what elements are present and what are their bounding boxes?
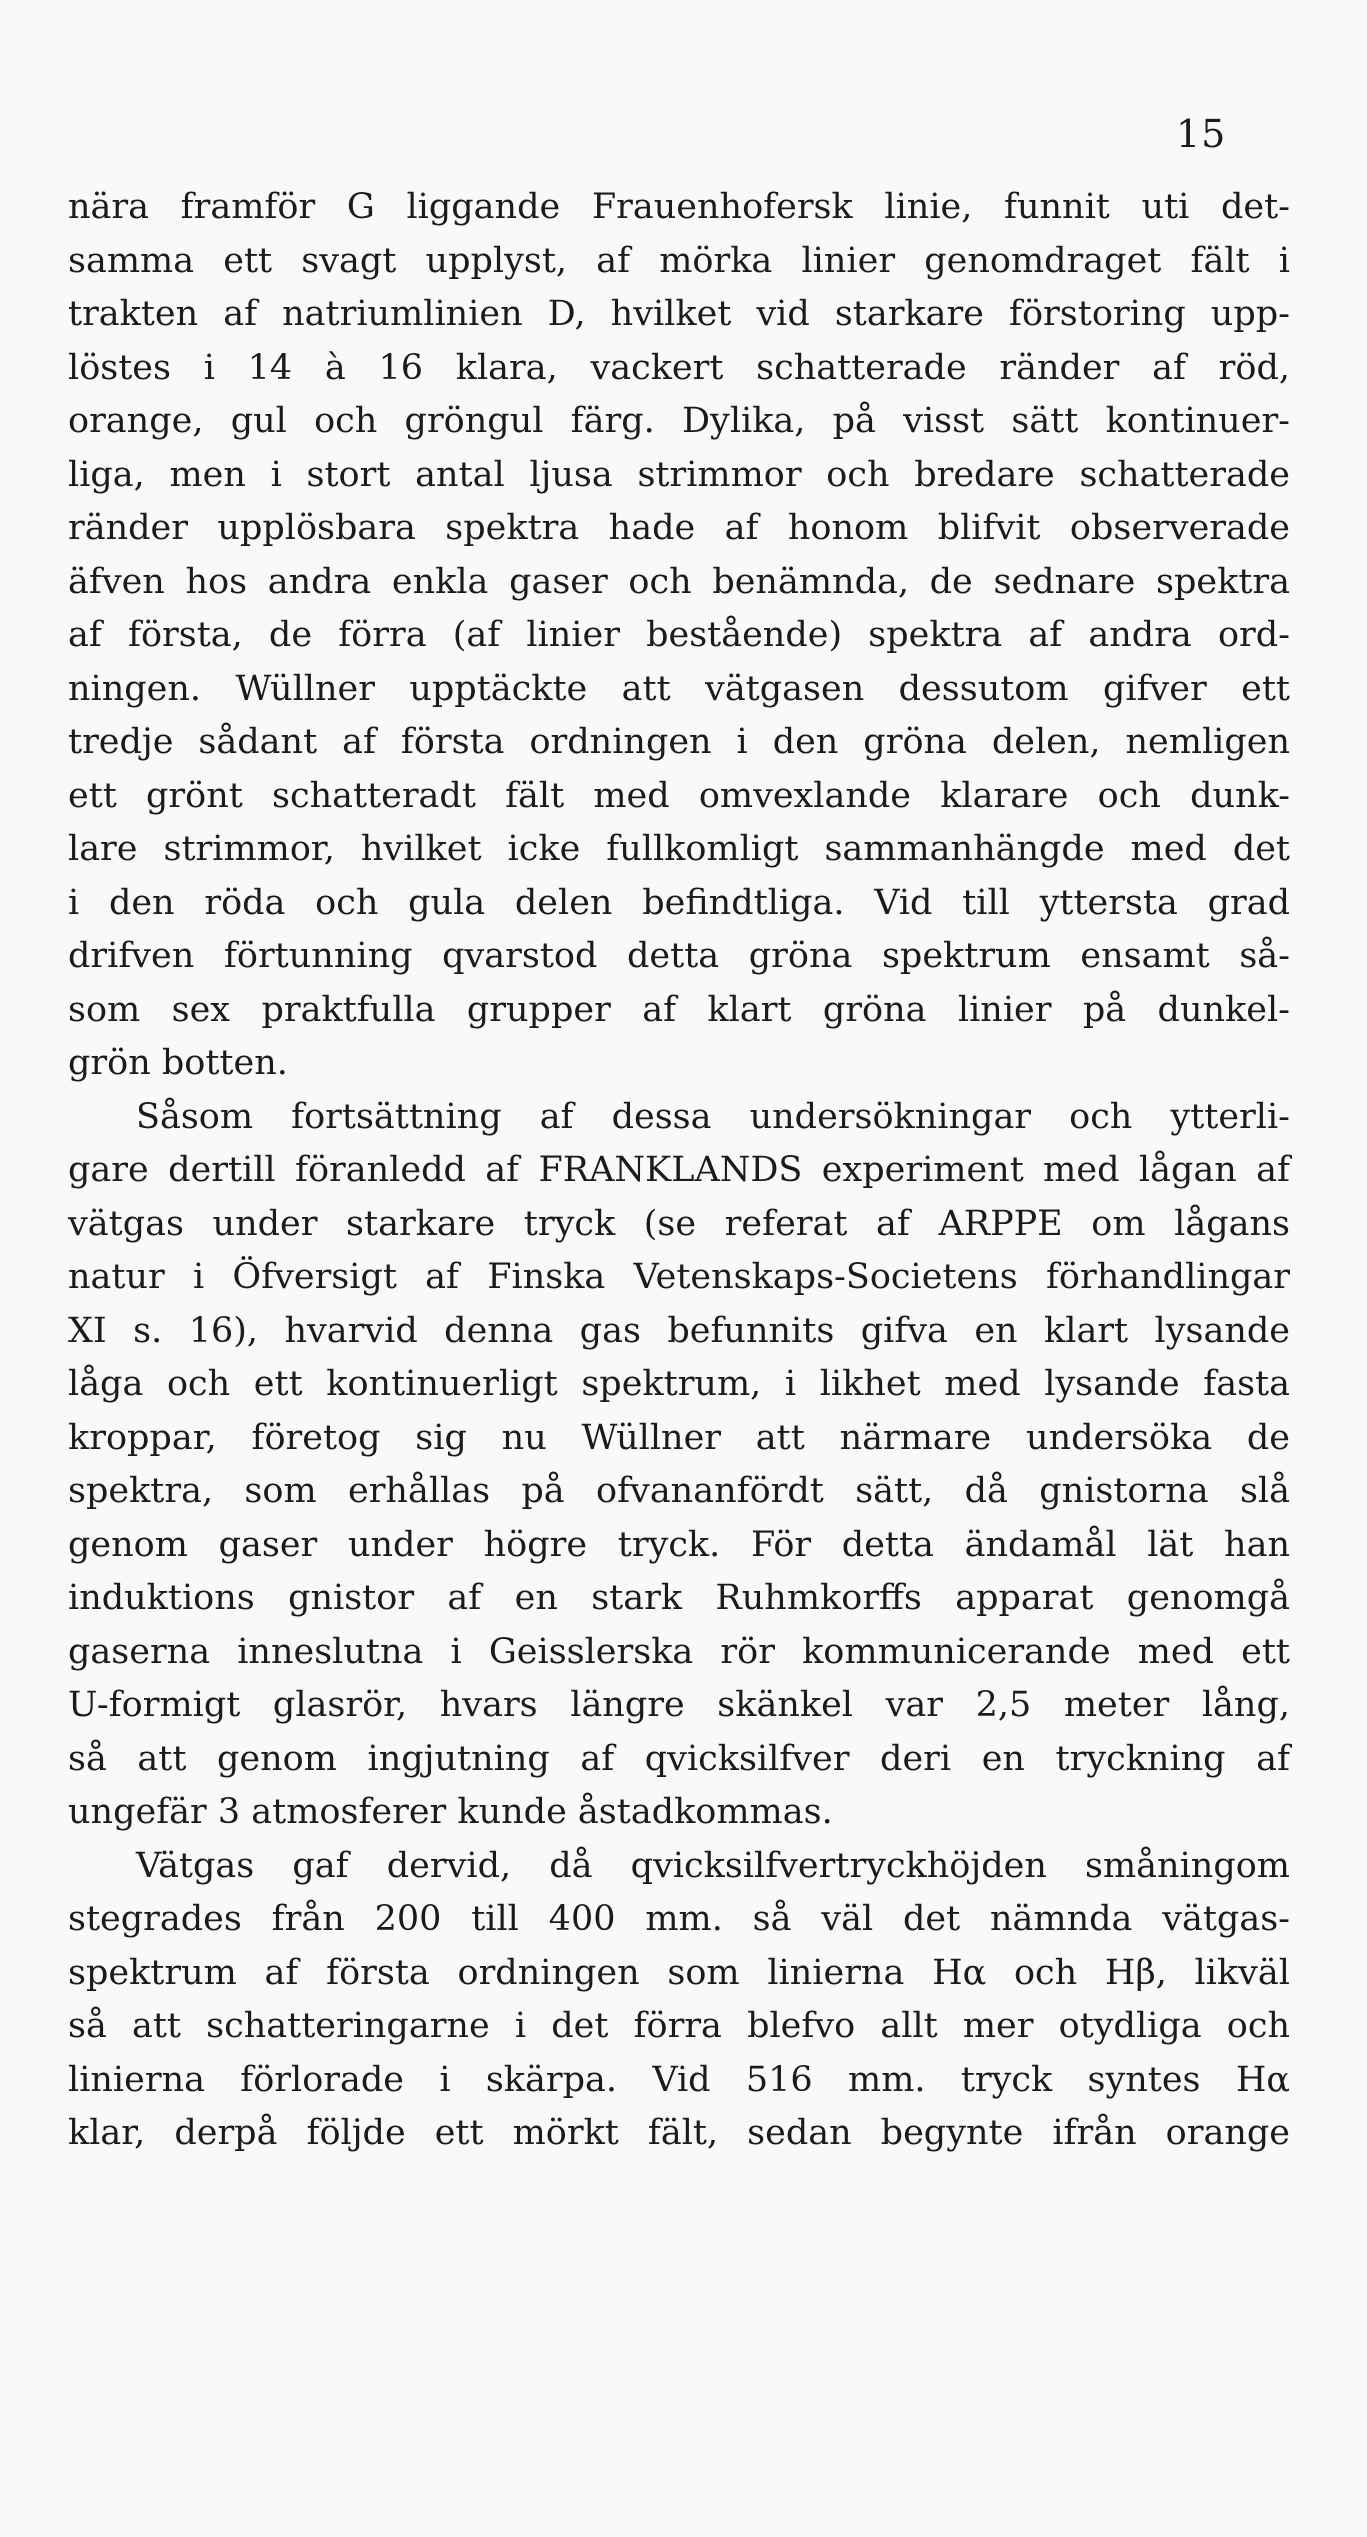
- text-line: tredje sådant af första ordningen i den gröna delen, nemligen: [68, 722, 1290, 762]
- text-line: låga och ett kontinuerligt spektrum, i likhet med lysande fasta: [68, 1364, 1290, 1404]
- text-line: trakten af natriumlinien D, hvilket vid starkare förstoring upp-: [68, 294, 1290, 334]
- text-line: nära framför G liggande Frauenhofersk linie, funnit uti det-: [68, 187, 1290, 227]
- text-line: liga, men i stort antal ljusa strimmor och bredare schatterade: [68, 454, 1290, 495]
- text-line: så att schatteringarne i det förra blefvo allt mer otydliga och: [68, 2006, 1290, 2046]
- text-line: lare strimmor, hvilket icke fullkomligt sammanhängde med det: [68, 829, 1290, 869]
- text-line: induktions gnistor af en stark Ruhmkorffs apparat genomgå: [68, 1578, 1290, 1618]
- page-number: 15: [1176, 112, 1227, 156]
- text-line: samma ett svagt upplyst, af mörka linier genomdraget fält i: [68, 240, 1290, 281]
- text-line: äfven hos andra enkla gaser och benämnda, de sednare spektra: [68, 561, 1290, 602]
- text-line: spektra, som erhållas på ofvananfördt sätt, då gnistorna slå: [68, 1471, 1290, 1511]
- text-line: som sex praktfulla grupper af klart gröna linier på dunkel-: [68, 989, 1290, 1030]
- text-line: natur i Öfversigt af Finska Vetenskaps-Societens förhandlingar: [68, 1257, 1290, 1297]
- text-line: genom gaser under högre tryck. För detta ändamål lät han: [68, 1524, 1290, 1565]
- text-line: Vätgas gaf dervid, då qvicksilfvertryckhöjden småningom: [136, 1845, 1290, 1886]
- text-line: gare dertill föranledd af FRANKLANDS experiment med lågan af: [68, 1150, 1290, 1190]
- text-line: ett grönt schatteradt fält med omvexlande klarare och dunk-: [68, 775, 1290, 816]
- text-line: löstes i 14 à 16 klara, vackert schatterade ränder af röd,: [68, 347, 1290, 388]
- text-line: drifven förtunning qvarstod detta gröna spektrum ensamt så-: [68, 936, 1290, 976]
- text-line: XI s. 16), hvarvid denna gas befunnits gifva en klart lysande: [68, 1310, 1290, 1351]
- text-line: af första, de förra (af linier bestående) spektra af andra ord-: [68, 615, 1290, 655]
- text-line: Såsom fortsättning af dessa undersökningar och ytterli-: [136, 1096, 1290, 1137]
- text-line: ningen. Wüllner upptäckte att vätgasen dessutom gifver ett: [68, 668, 1290, 709]
- text-line: orange, gul och gröngul färg. Dylika, på visst sätt kontinuer-: [68, 401, 1290, 441]
- text-line: gaserna inneslutna i Geisslerska rör kommunicerande med ett: [68, 1631, 1290, 1672]
- text-line: så att genom ingjutning af qvicksilfver deri en tryckning af: [68, 1738, 1290, 1779]
- text-line: i den röda och gula delen befindtliga. Vid till yttersta grad: [68, 882, 1290, 923]
- text-line: kroppar, företog sig nu Wüllner att närmare undersöka de: [68, 1417, 1290, 1458]
- text-line: ungefär 3 atmosferer kunde åstadkommas.: [68, 1792, 833, 1832]
- text-line: klar, derpå följde ett mörkt fält, sedan begynte ifrån orange: [68, 2113, 1290, 2153]
- text-line: stegrades från 200 till 400 mm. så väl det nämnda vätgas-: [68, 1899, 1290, 1939]
- text-line: ränder upplösbara spektra hade af honom blifvit observerade: [68, 508, 1290, 548]
- body-text: [68, 181, 1290, 2161]
- text-line: U-formigt glasrör, hvars längre skänkel var 2,5 meter lång,: [68, 1685, 1290, 1725]
- text-line: linierna förlorade i skärpa. Vid 516 mm. tryck syntes Hα: [68, 2059, 1290, 2100]
- text-line: vätgas under starkare tryck (se referat af ARPPE om lågans: [68, 1203, 1290, 1244]
- text-line: grön botten.: [68, 1043, 288, 1083]
- text-line: spektrum af första ordningen som linierna Hα och Hβ, likväl: [68, 1952, 1290, 1993]
